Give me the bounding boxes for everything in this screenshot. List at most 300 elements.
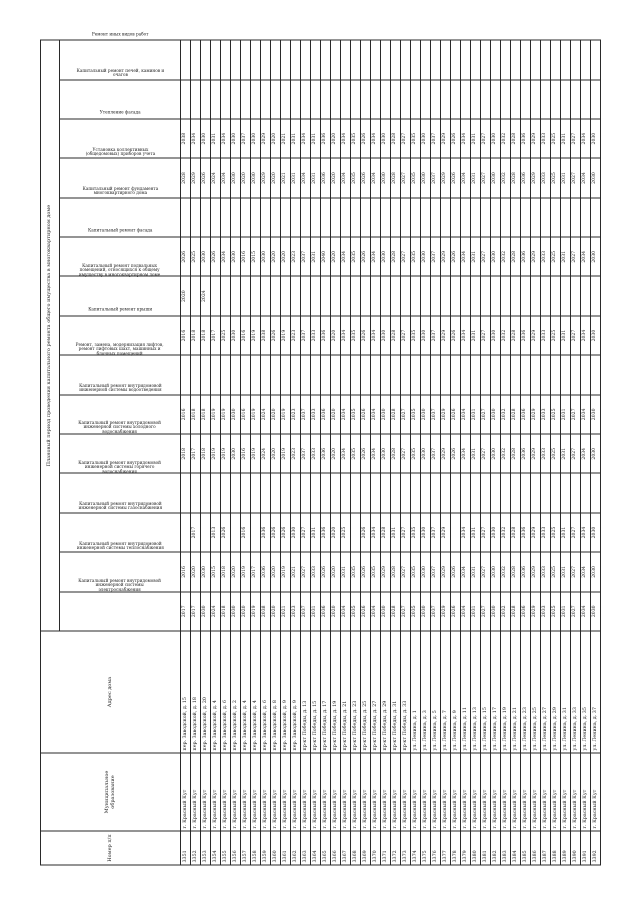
row-year-cell: [341, 79, 351, 118]
table-row: [311, 40, 321, 865]
row-year-cell: [471, 276, 481, 315]
row-year-cell: 2029: [531, 394, 541, 433]
row-year-cell: 2034: [371, 512, 381, 551]
row-municipality: г. Красный Кут: [251, 753, 261, 831]
row-address: пр-кт Победы, д. 15: [311, 631, 321, 753]
row-year-cell: 2031: [471, 118, 481, 157]
row-year-cell: [281, 276, 291, 315]
row-year-cell: 2025: [551, 237, 561, 276]
row-year-cell: 2028: [511, 394, 521, 433]
row-year-cell: 2020: [331, 158, 341, 197]
row-municipality: г. Красный Кут: [591, 753, 601, 831]
row-year-cell: [241, 197, 251, 236]
row-year-cell: 2024: [201, 276, 211, 315]
row-year-cell: 2035: [351, 118, 361, 157]
row-year-cell: 2034: [371, 118, 381, 157]
table-row: [211, 40, 221, 865]
row-address: ул. Ленина, д. 11: [461, 631, 471, 753]
row-year-cell: 2021: [291, 552, 301, 591]
row-year-cell: [251, 512, 261, 551]
row-address: пр-кт Победы, д. 23: [351, 631, 361, 753]
row-year-cell: 2034: [461, 118, 471, 157]
row-year-cell: 2031: [291, 158, 301, 197]
row-year-cell: [551, 276, 561, 315]
row-year-cell: [461, 473, 471, 512]
row-year-cell: 2028: [391, 394, 401, 433]
row-municipality: г. Красный Кут: [261, 753, 271, 831]
row-year-cell: [541, 40, 551, 79]
row-municipality: г. Красный Кут: [441, 753, 451, 831]
row-year-cell: [181, 512, 191, 551]
row-year-cell: 2025: [551, 394, 561, 433]
row-year-cell: 2020: [331, 237, 341, 276]
row-year-cell: 2020: [271, 434, 281, 473]
row-year-cell: [291, 473, 301, 512]
row-year-cell: [531, 276, 541, 315]
row-year-cell: 2034: [461, 158, 471, 197]
row-year-cell: [511, 276, 521, 315]
row-number: 3375: [421, 831, 431, 865]
row-year-cell: 2034: [461, 591, 471, 630]
table-row: [461, 40, 471, 865]
row-year-cell: 2029: [441, 237, 451, 276]
row-year-cell: 2037: [301, 434, 311, 473]
row-year-cell: [491, 276, 501, 315]
row-year-cell: 2030: [491, 394, 501, 433]
row-year-cell: 2027: [401, 552, 411, 591]
row-year-cell: 2036: [521, 434, 531, 473]
row-year-cell: 2024: [261, 434, 271, 473]
row-year-cell: 2019: [251, 315, 261, 354]
row-year-cell: 2033: [541, 591, 551, 630]
row-year-cell: [391, 276, 401, 315]
row-year-cell: 2034: [581, 158, 591, 197]
row-year-cell: 2027: [571, 434, 581, 473]
header-work-label: Капитальный ремонт внутридомовой инженерной системы электроснабжения: [78, 577, 162, 592]
row-year-cell: [331, 473, 341, 512]
row-year-cell: 2027: [571, 237, 581, 276]
row-year-cell: 2030: [421, 237, 431, 276]
row-year-cell: [191, 355, 201, 394]
row-year-cell: 2029: [441, 591, 451, 630]
row-year-cell: [221, 79, 231, 118]
row-year-cell: 2020: [231, 552, 241, 591]
row-year-cell: [481, 197, 491, 236]
row-year-cell: 2026: [451, 434, 461, 473]
row-year-cell: [191, 473, 201, 512]
row-year-cell: [351, 276, 361, 315]
row-year-cell: [521, 40, 531, 79]
row-address: пр-кт Победы, д. 27: [371, 631, 381, 753]
row-year-cell: 2035: [351, 394, 361, 433]
row-year-cell: 2030: [591, 237, 601, 276]
row-year-cell: 2025: [551, 512, 561, 551]
row-year-cell: [401, 40, 411, 79]
row-year-cell: [241, 473, 251, 512]
row-year-cell: [301, 473, 311, 512]
row-year-cell: 2036: [321, 158, 331, 197]
row-address: ул. Ленина, д. 7: [441, 631, 451, 753]
row-year-cell: [361, 40, 371, 79]
row-year-cell: [181, 40, 191, 79]
table-row: [581, 40, 591, 865]
row-year-cell: 2030: [491, 591, 501, 630]
row-year-cell: 2030: [491, 158, 501, 197]
row-year-cell: [281, 197, 291, 236]
row-year-cell: 2021: [281, 158, 291, 197]
row-year-cell: 2019: [281, 315, 291, 354]
row-year-cell: [271, 276, 281, 315]
row-year-cell: 2034: [581, 394, 591, 433]
row-year-cell: 2026: [361, 552, 371, 591]
row-year-cell: 2030: [381, 118, 391, 157]
table-row: [251, 40, 261, 865]
row-year-cell: 2030: [231, 434, 241, 473]
row-year-cell: 2031: [471, 512, 481, 551]
row-year-cell: [591, 276, 601, 315]
row-year-cell: 2026: [451, 394, 461, 433]
row-year-cell: 2037: [431, 552, 441, 591]
row-year-cell: [221, 40, 231, 79]
row-year-cell: 2028: [511, 158, 521, 197]
row-year-cell: [221, 197, 231, 236]
table-row: [421, 40, 431, 865]
row-year-cell: 2029: [441, 118, 451, 157]
row-year-cell: 2026: [451, 118, 461, 157]
table-row: [321, 40, 331, 865]
row-year-cell: [211, 40, 221, 79]
row-year-cell: [321, 473, 331, 512]
row-year-cell: [481, 40, 491, 79]
row-year-cell: 2025: [191, 237, 201, 276]
row-year-cell: 2029: [441, 315, 451, 354]
row-number: 3374: [411, 831, 421, 865]
row-year-cell: [351, 512, 361, 551]
row-year-cell: 2033: [311, 552, 321, 591]
row-year-cell: 2032: [501, 394, 511, 433]
table-row: [281, 40, 291, 865]
row-year-cell: [291, 40, 301, 79]
row-year-cell: 2020: [271, 394, 281, 433]
row-year-cell: 2016: [181, 394, 191, 433]
row-municipality: г. Красный Кут: [191, 753, 201, 831]
row-year-cell: 2016: [181, 315, 191, 354]
row-year-cell: [361, 79, 371, 118]
row-number: 3358: [251, 831, 261, 865]
row-year-cell: 2032: [501, 158, 511, 197]
row-year-cell: [351, 355, 361, 394]
row-year-cell: 2019: [251, 394, 261, 433]
row-year-cell: 2034: [461, 315, 471, 354]
row-year-cell: 2027: [571, 591, 581, 630]
row-year-cell: 2034: [221, 158, 231, 197]
table-row: [521, 40, 531, 865]
row-year-cell: 2026: [211, 237, 221, 276]
row-year-cell: 2031: [471, 315, 481, 354]
row-year-cell: 2028: [391, 591, 401, 630]
row-year-cell: 2020: [271, 591, 281, 630]
row-year-cell: 2028: [511, 315, 521, 354]
row-year-cell: 2018: [221, 591, 231, 630]
row-year-cell: 2028: [391, 552, 401, 591]
row-year-cell: 2030: [591, 118, 601, 157]
row-year-cell: 2026: [451, 552, 461, 591]
row-year-cell: [501, 355, 511, 394]
header-work-label: Капитальный ремонт фундамента многоквартирного дома: [82, 185, 158, 196]
row-municipality: г. Красный Кут: [571, 753, 581, 831]
row-year-cell: 2027: [481, 237, 491, 276]
header-address: Адрес дома: [41, 631, 181, 753]
row-year-cell: [561, 355, 571, 394]
row-year-cell: 2025: [551, 158, 561, 197]
row-address: ул. Ленина, д. 21: [511, 631, 521, 753]
row-year-cell: 2030: [491, 434, 501, 473]
row-municipality: г. Красный Кут: [221, 753, 231, 831]
row-year-cell: 2027: [571, 394, 581, 433]
table-row: [371, 40, 381, 865]
row-year-cell: 2017: [191, 591, 201, 630]
row-year-cell: [251, 276, 261, 315]
row-year-cell: 2032: [501, 315, 511, 354]
header-work-label: Капитальный ремонт фасада: [87, 227, 153, 233]
header-work-label: Капитальный ремонт внутридомовой инженерной системы горячего водоснабжения: [78, 459, 162, 474]
row-year-cell: 2035: [411, 591, 421, 630]
row-year-cell: [551, 197, 561, 236]
row-year-cell: 2034: [581, 237, 591, 276]
row-number: 3389: [561, 831, 571, 865]
row-year-cell: 2028: [391, 158, 401, 197]
row-year-cell: 2031: [311, 237, 321, 276]
row-year-cell: 2020: [331, 118, 341, 157]
row-year-cell: [491, 355, 501, 394]
row-year-cell: [411, 355, 421, 394]
row-number: 3373: [401, 831, 411, 865]
row-year-cell: 2037: [431, 315, 441, 354]
row-year-cell: [291, 79, 301, 118]
row-year-cell: [421, 276, 431, 315]
row-year-cell: 2038: [261, 315, 271, 354]
row-year-cell: 2034: [461, 434, 471, 473]
row-year-cell: 2016: [241, 394, 251, 433]
header-work-label: Утепление фасада: [99, 109, 141, 115]
row-year-cell: 2026: [361, 394, 371, 433]
row-year-cell: 2034: [461, 512, 471, 551]
row-year-cell: 2019: [281, 552, 291, 591]
row-address: ул. Ленина, д. 29: [551, 631, 561, 753]
row-year-cell: 2030: [381, 237, 391, 276]
row-year-cell: 2030: [381, 158, 391, 197]
row-year-cell: [551, 79, 561, 118]
row-address: пр-кт Победы, д. 19: [331, 631, 341, 753]
row-address: пр-кт Победы, д. 13: [301, 631, 311, 753]
row-year-cell: 2027: [301, 512, 311, 551]
row-year-cell: [231, 197, 241, 236]
row-year-cell: 2015: [211, 552, 221, 591]
row-year-cell: [341, 355, 351, 394]
row-address: пер. Заводской, д. 4: [251, 631, 261, 753]
row-year-cell: 2031: [341, 552, 351, 591]
row-year-cell: [551, 40, 561, 79]
row-year-cell: 2035: [351, 591, 361, 630]
row-year-cell: 2030: [381, 434, 391, 473]
row-year-cell: [511, 40, 521, 79]
row-year-cell: 2019: [221, 394, 231, 433]
row-year-cell: [211, 197, 221, 236]
row-address: пер. Заводской, д. 6: [221, 631, 231, 753]
header-work-label: Капитальный ремонт печей, каминов и очагов: [76, 67, 164, 77]
row-year-cell: [541, 79, 551, 118]
row-address: пер. Заводской, д. 9: [281, 631, 291, 753]
row-year-cell: 2020: [331, 552, 341, 591]
row-year-cell: 2030: [491, 315, 501, 354]
row-year-cell: 2030: [591, 552, 601, 591]
table-body: [181, 40, 601, 865]
row-year-cell: 2034: [461, 394, 471, 433]
row-year-cell: 2020: [181, 276, 191, 315]
row-year-cell: [511, 197, 521, 236]
row-year-cell: [581, 79, 591, 118]
row-number: 3380: [471, 831, 481, 865]
row-year-cell: 2018: [191, 394, 201, 433]
row-municipality: г. Красный Кут: [291, 753, 301, 831]
table-row: [571, 40, 581, 865]
row-year-cell: [491, 197, 501, 236]
row-year-cell: [391, 197, 401, 236]
row-year-cell: 2032: [501, 434, 511, 473]
row-year-cell: [221, 355, 231, 394]
row-year-cell: [581, 473, 591, 512]
row-address: пер. Заводской, д. 15: [181, 631, 191, 753]
row-year-cell: [591, 79, 601, 118]
row-year-cell: 2020: [331, 591, 341, 630]
row-year-cell: [341, 197, 351, 236]
header-work-label: Ремонт, замена, модернизация лифтов, ремонт лифтовых шахт, машинных и блочных помещений: [76, 341, 164, 355]
row-year-cell: 2031: [561, 591, 571, 630]
row-number: 3378: [451, 831, 461, 865]
row-year-cell: 2027: [481, 591, 491, 630]
row-address: пер. Заводской, д. 6: [261, 631, 271, 753]
row-year-cell: [481, 355, 491, 394]
row-year-cell: [181, 473, 191, 512]
row-address: ул. Ленина, д. 13: [471, 631, 481, 753]
row-number: 3388: [551, 831, 561, 865]
row-year-cell: [301, 40, 311, 79]
row-address: пер. Заводской, д. 2: [231, 631, 241, 753]
row-year-cell: [251, 197, 261, 236]
header-work-label: Капитальный ремонт внутридомовой инженерной системы холодного водоснабжения: [78, 419, 162, 434]
row-year-cell: [371, 197, 381, 236]
row-number: 3392: [591, 831, 601, 865]
row-year-cell: 2037: [431, 237, 441, 276]
row-year-cell: 2028: [391, 315, 401, 354]
row-year-cell: [221, 276, 231, 315]
header-municipality: Муниципальное образование: [41, 753, 181, 831]
row-year-cell: 2031: [561, 118, 571, 157]
row-year-cell: [241, 40, 251, 79]
row-year-cell: 2030: [291, 512, 301, 551]
row-year-cell: 2029: [441, 158, 451, 197]
row-year-cell: 2020: [331, 512, 341, 551]
row-year-cell: 2026: [271, 315, 281, 354]
row-year-cell: [461, 355, 471, 394]
row-year-cell: [271, 355, 281, 394]
row-year-cell: 2036: [261, 552, 271, 591]
row-year-cell: [321, 197, 331, 236]
row-year-cell: [281, 79, 291, 118]
row-year-cell: [581, 276, 591, 315]
row-year-cell: [421, 40, 431, 79]
row-year-cell: 2030: [201, 591, 211, 630]
row-year-cell: 2034: [341, 394, 351, 433]
row-year-cell: [321, 79, 331, 118]
row-year-cell: [191, 276, 201, 315]
row-number: 3391: [581, 831, 591, 865]
row-year-cell: 2019: [211, 394, 221, 433]
row-year-cell: 2017: [181, 591, 191, 630]
row-year-cell: 2026: [361, 237, 371, 276]
table-row: [351, 40, 361, 865]
row-municipality: г. Красный Кут: [471, 753, 481, 831]
row-year-cell: 2034: [581, 591, 591, 630]
row-year-cell: [371, 355, 381, 394]
row-year-cell: 2030: [591, 394, 601, 433]
row-municipality: г. Красный Кут: [351, 753, 361, 831]
row-year-cell: 2030: [421, 394, 431, 433]
row-year-cell: [501, 40, 511, 79]
row-municipality: г. Красный Кут: [541, 753, 551, 831]
row-year-cell: [201, 79, 211, 118]
row-year-cell: 2030: [251, 118, 261, 157]
row-year-cell: 2029: [261, 158, 271, 197]
row-year-cell: 2029: [191, 158, 201, 197]
row-year-cell: 2020: [271, 118, 281, 157]
row-year-cell: [261, 276, 271, 315]
row-year-cell: [361, 355, 371, 394]
row-year-cell: 2030: [591, 434, 601, 473]
row-year-cell: [561, 473, 571, 512]
row-number: 3351: [181, 831, 191, 865]
header-work-label: Капитальный ремонт внутридомовой инженерной системы водоотведения: [78, 382, 162, 393]
row-year-cell: 2026: [451, 237, 461, 276]
row-address: ул. Ленина, д. 19: [501, 631, 511, 753]
row-address: пер. Заводской, д. 18: [191, 631, 201, 753]
row-year-cell: [481, 79, 491, 118]
row-municipality: г. Красный Кут: [331, 753, 341, 831]
row-year-cell: 2037: [431, 434, 441, 473]
row-number: 3357: [241, 831, 251, 865]
row-year-cell: 2030: [421, 591, 431, 630]
row-number: 3381: [481, 831, 491, 865]
row-year-cell: [431, 473, 441, 512]
row-year-cell: [321, 355, 331, 394]
row-year-cell: 2025: [551, 118, 561, 157]
row-year-cell: 2031: [471, 552, 481, 591]
row-year-cell: [411, 197, 421, 236]
row-year-cell: 2017: [191, 512, 201, 551]
row-year-cell: 2030: [231, 158, 241, 197]
row-year-cell: 2028: [511, 552, 521, 591]
row-year-cell: 2030: [421, 512, 431, 551]
row-year-cell: [381, 197, 391, 236]
row-year-cell: 2036: [521, 512, 531, 551]
row-number: 3371: [381, 831, 391, 865]
row-year-cell: 2034: [581, 552, 591, 591]
row-year-cell: 2018: [221, 552, 231, 591]
row-year-cell: 2020: [271, 158, 281, 197]
row-municipality: г. Красный Кут: [511, 753, 521, 831]
row-year-cell: [521, 473, 531, 512]
row-year-cell: [271, 197, 281, 236]
